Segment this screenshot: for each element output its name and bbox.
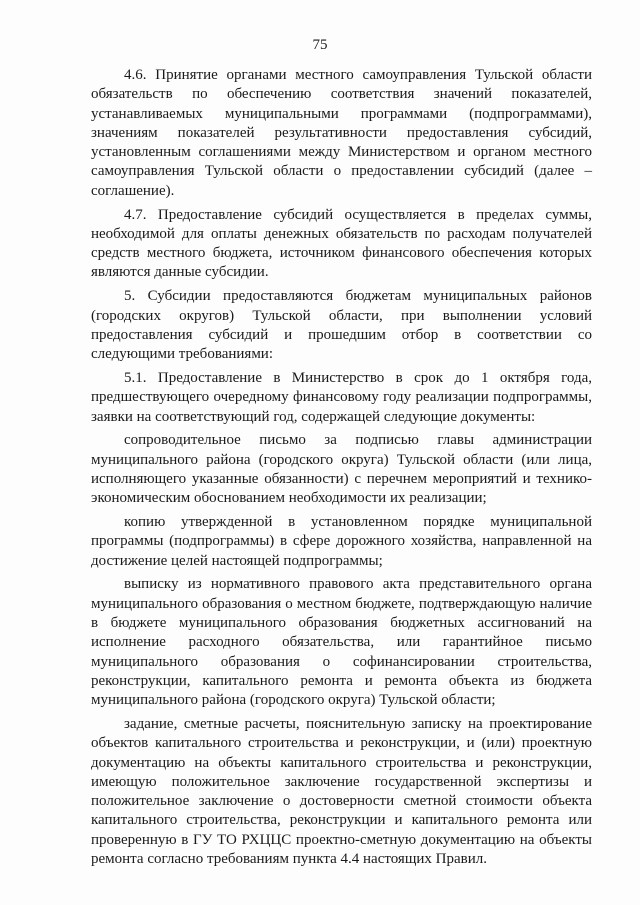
paragraph-5-1: 5.1. Предоставление в Министерство в срок до 1 октября года, предшествующего очередному финансовому году реализации подпрограммы, заявки на соответствующий год, содержащей следующие документы: (91, 369, 592, 425)
document-body (91, 66, 592, 874)
paragraph-budget-extract: выписку из нормативного правового акта представительного органа муниципального образования о местном бюджете, подтверждающую наличие в бюджете муниципального образования бюджетных ассигнований на исполнение расходного обязательства, или гарантийное письмо муниципального образования о софинансировании строительства, реконструкции, капитального ремонта и ремонта объекта из бюджета муниципального района (городского округа) Тульской области; (91, 576, 592, 709)
paragraph-program-copy: копию утвержденной в установленном порядке муниципальной программы (подпрограммы) в сфере дорожного хозяйства, направленной на достижение целей настоящей подпрограммы; (91, 514, 592, 569)
paragraph-4-6: 4.6. Принятие органами местного самоуправления Тульской области обязательств по обеспечению соответствия значений показателей, устанавливаемых муниципальными программами (подпрограммами), значениям показателей результативности предоставления субсидий, установленным соглашениями между Министерством и органом местного самоуправления Тульской области о предоставлении субсидий (далее – соглашение). (91, 67, 592, 199)
paragraph-cover-letter: сопроводительное письмо за подписью главы администрации муниципального района (городского округа) Тульской области (или лица, исполняющего указанные обязанности) с перечнем мероприятий и технико-экономическим обоснованием необходимости их реализации; (91, 432, 592, 507)
paragraph-5: 5. Субсидии предоставляются бюджетам муниципальных районов (городских округов) Тульской области, при выполнении условий предоставления субсидий и прошедшим отбор в соответствии со следующими требованиями: (91, 288, 592, 363)
page-number: 75 (312, 37, 328, 53)
paragraph-design-documents: задание, сметные расчеты, пояснительную записку на проектирование объектов капитального строительства и реконструкции, и (или) проектную документацию на объекты капитального строительства и реконструкции, имеющую положительное заключение государственной экспертизы и положительное заключение о достоверности сметной стоимости объекта капитального строительства, реконструкции и капитального ремонта или проверенную в ГУ ТО РХЦЦС проектно-сметную документацию на объекты ремонта согласно требованиям пункта 4.4 настоящих Правил. (91, 716, 592, 868)
paragraph-4-7: 4.7. Предоставление субсидий осуществляется в пределах суммы, необходимой для оплаты денежных обязательств по расходам получателей средств местного бюджета, источником финансового обеспечения которых являются данные субсидии. (91, 206, 592, 281)
